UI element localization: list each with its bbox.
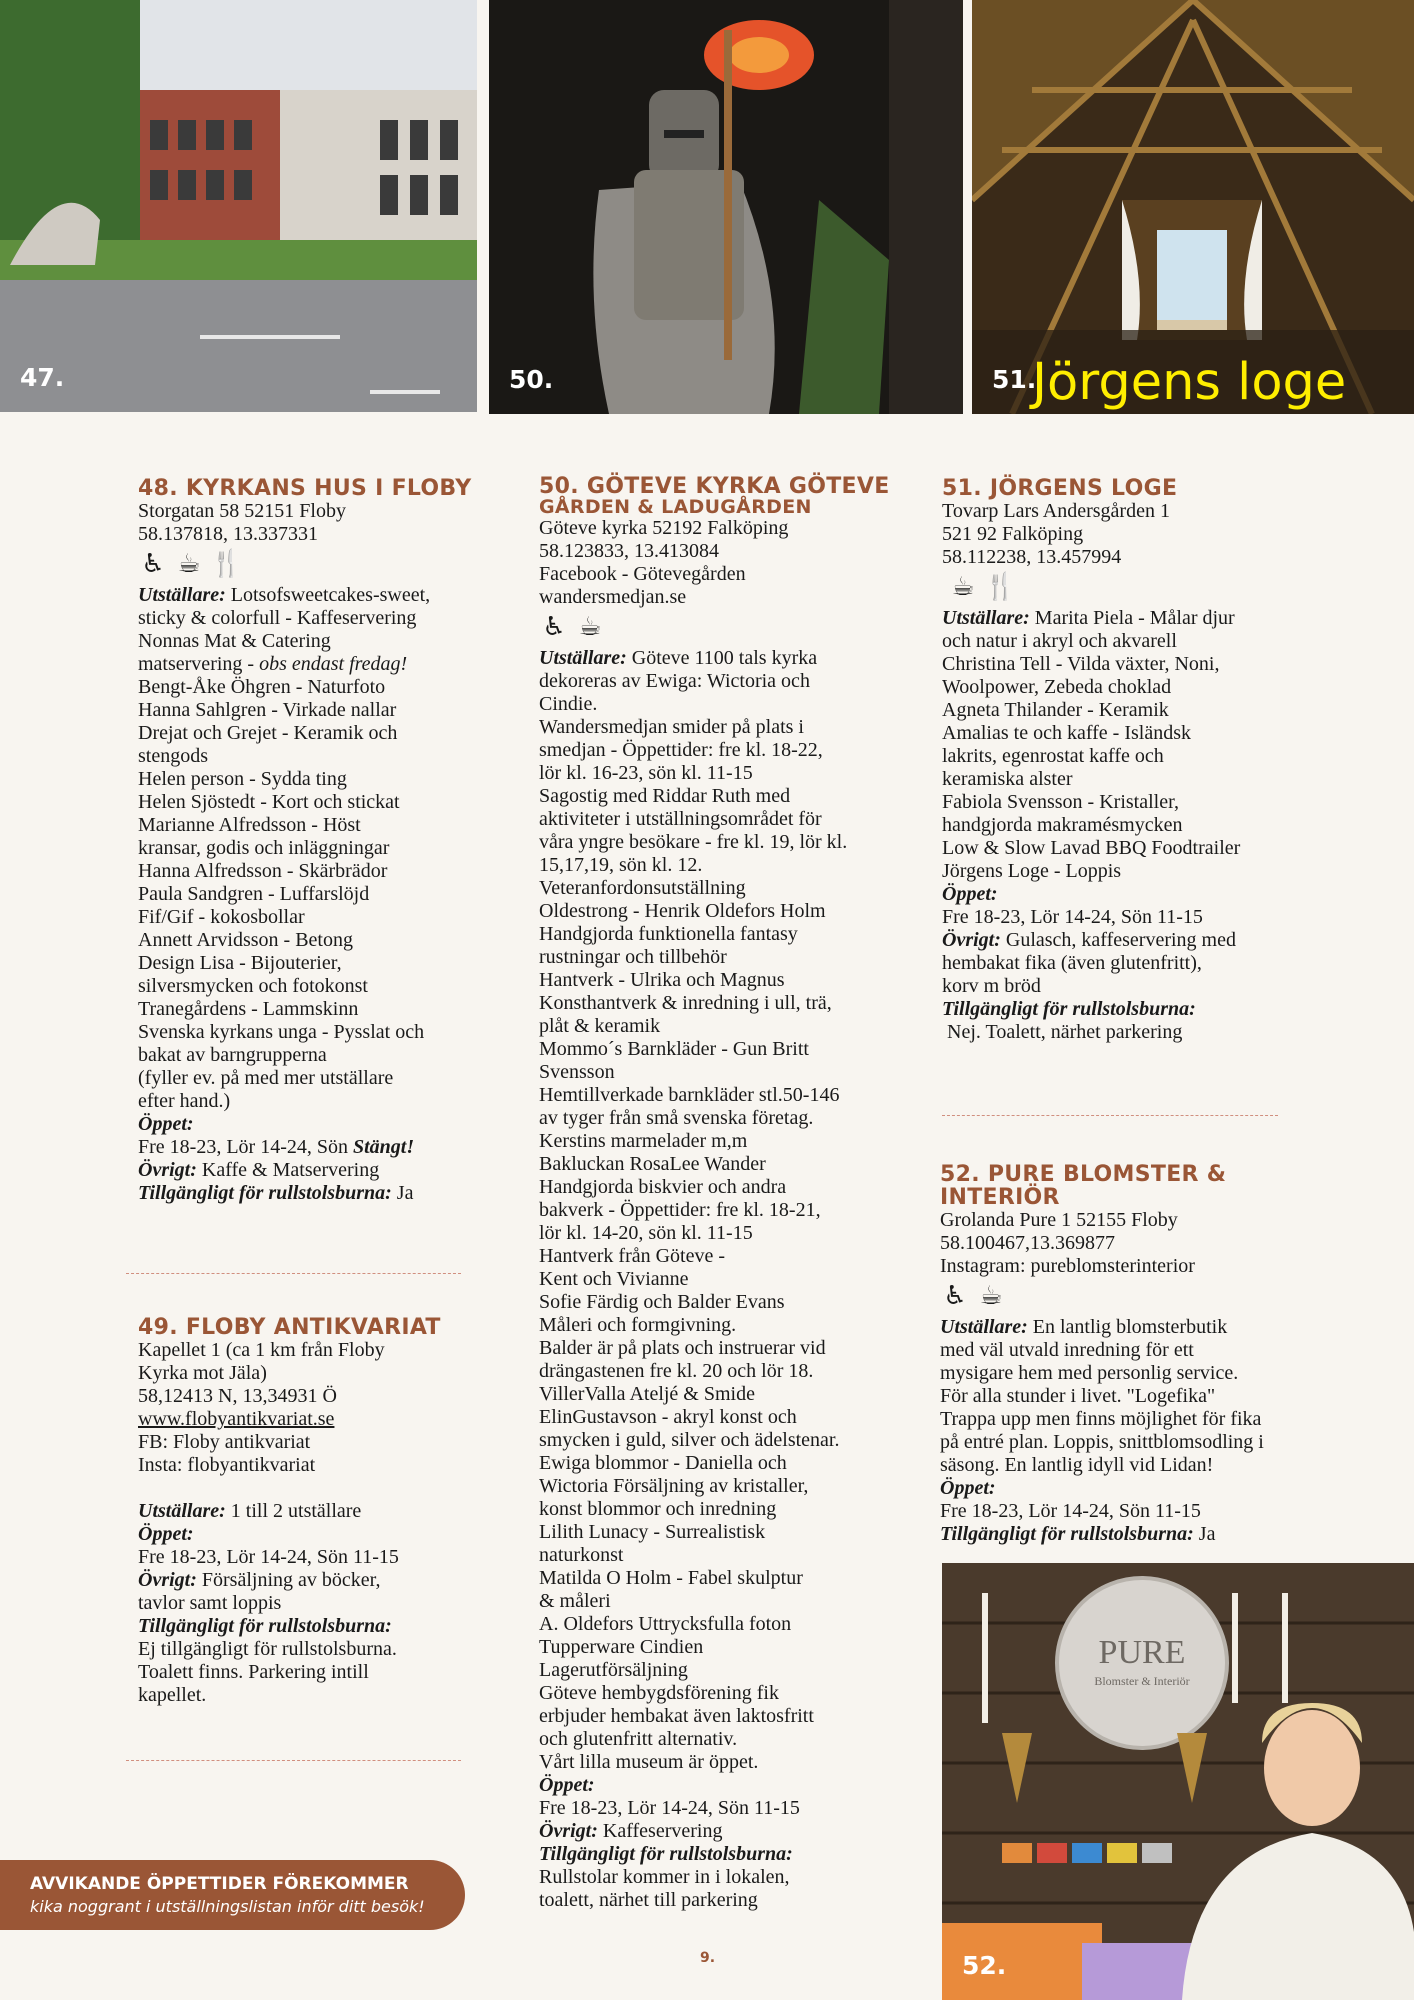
notice-subtitle: kika noggrant i utställningslistan inför ditt besök! [30,1897,425,1916]
exhibitor-line: Hantverk - Ulrika och Magnus [539,969,785,991]
address-line: Kyrka mot Jäla) [138,1362,267,1384]
exhibitor-line: Christina Tell - Vilda växter, Noni, [942,653,1220,675]
other-label: Övrigt: [539,1820,598,1842]
exhibitor-line: drängastenen fre kl. 20 och lör 18. [539,1360,814,1382]
exhibitor-line: och glutenfritt alternativ. [539,1728,738,1750]
exhibitor-text: Marita Piela - Målar djur [1034,607,1235,629]
photo-52-pure [942,1563,1414,2000]
exhibitor-line: VillerValla Ateljé & Smide [539,1383,755,1405]
exhibitor-line: mysigare hem med personlig service. [940,1362,1239,1384]
exhibitor-line: Drejat och Grejet - Keramik och [138,722,398,744]
exhibitor-line: Måleri och formgivning. [539,1314,737,1336]
coffee-icon: ☕ [578,611,602,642]
coordinates: 58.123833, 13.413084 [539,540,719,562]
notice-banner [0,1860,465,1930]
exhibitors-label: Utställare: [539,647,627,669]
photo-number: 47. [20,363,65,392]
exhibitor-line: Lilith Lunacy - Surrealistisk [539,1521,766,1543]
exhibitor-line: lör kl. 14-20, sön kl. 11-15 [539,1222,753,1244]
exhibitor-line: naturkonst [539,1544,624,1566]
exhibitor-line: Amalias te och kaffe - Isländsk [942,722,1191,744]
entry-50 [539,474,899,1912]
exhibitors-label: Utställare: [940,1316,1028,1338]
exhibitor-line: Svensson [539,1061,615,1083]
address-line: Tovarp Lars Andersgården 1 [942,500,1170,522]
exhibitors-label: Utställare: [138,584,226,606]
website-link[interactable]: www.flobyantikvariat.se [138,1408,335,1430]
other-label: Övrigt: [138,1569,197,1591]
coordinates: 58.137818, 13.337331 [138,523,318,545]
amenity-icons [539,611,899,643]
exhibitor-line: och natur i akryl och akvarell [942,630,1177,652]
exhibitor-line: Bakluckan RosaLee Wander [539,1153,766,1175]
exhibitor-line: Trappa upp men finns möjlighet för fika [940,1408,1262,1430]
exhibitor-line: keramiska alster [942,768,1073,790]
other-text: Kaffe & Matservering [201,1159,380,1181]
exhibitor-line: Design Lisa - Bijouterier, [138,952,342,974]
coffee-icon: ☕ [177,548,201,579]
exhibitor-line: på entré plan. Loppis, snittblomsodling i [940,1431,1264,1453]
exhibitor-line: säsong. En lantlig idyll vid Lidan! [940,1454,1214,1476]
exhibitor-line: konst blommor och inredning [539,1498,777,1520]
open-hours: Fre 18-23, Lör 14-24, Sön 11-15 [138,1546,399,1568]
section-divider [126,1760,461,1761]
access-label: Tillgängligt för rullstolsburna: [942,998,1196,1020]
notice-title: AVVIKANDE ÖPPETTIDER FÖREKOMMER [30,1874,409,1894]
other-line: korv m bröd [942,975,1041,997]
other-text: Gulasch, kaffeservering med [1005,929,1236,951]
social-line: Insta: flobyantikvariat [138,1454,316,1476]
exhibitor-line: Bengt-Åke Öhgren - Naturfoto [138,676,386,698]
open-label: Öppet: [138,1113,194,1135]
exhibitor-line: plåt & keramik [539,1015,661,1037]
exhibitor-line: (fyller ev. på med mer utställare [138,1067,394,1089]
address: Storgatan 58 52151 Floby [138,500,346,522]
exhibitor-line: Matilda O Holm - Fabel skulptur [539,1567,803,1589]
other-text: Kaffeservering [602,1820,723,1842]
exhibitor-line: Agneta Thilander - Keramik [942,699,1169,721]
wheelchair-icon: ♿ [141,548,165,579]
exhibitor-line: Konsthantverk & inredning i ull, trä, [539,992,832,1014]
amenity-icons [138,548,478,580]
other-label: Övrigt: [138,1159,197,1181]
exhibitor-line: Woolpower, Zebeda choklad [942,676,1172,698]
exhibitor-text: Göteve 1100 tals kyrka [631,647,818,669]
exhibitor-line: lakrits, egenrostat kaffe och [942,745,1164,767]
open-label: Öppet: [940,1477,996,1499]
access-line: Rullstolar kommer in i lokalen, [539,1866,790,1888]
exhibitor-text: En lantlig blomsterbutik [1032,1316,1228,1338]
section-divider [942,1115,1278,1116]
access-line: toalett, närhet till parkering [539,1889,758,1911]
open-label: Öppet: [942,883,998,905]
access-line: Toalett finns. Parkering intill [138,1661,369,1683]
website-line: wandersmedjan.se [539,586,687,608]
other-label: Övrigt: [942,929,1001,951]
exhibitor-line: erbjuder hembakat även laktosfritt [539,1705,814,1727]
entry-49 [138,1316,478,1707]
exhibitor-text: 1 till 2 utställare [230,1500,362,1522]
armor-figure-image [489,0,963,414]
wheelchair-icon: ♿ [943,1280,967,1311]
exhibitor-line: handgjorda makramésmycken [942,814,1183,836]
exhibitor-line: Vårt lilla museum är öppet. [539,1751,759,1773]
address-line: Kapellet 1 (ca 1 km från Floby [138,1339,385,1361]
exhibitor-line: Annett Arvidsson - Betong [138,929,353,951]
photo-51-jorgens-loge [972,0,1414,414]
access-label: Tillgängligt för rullstolsburna: [539,1843,793,1865]
exhibitor-line: Hanna Alfredsson - Skärbrädor [138,860,388,882]
exhibitor-line: Tranegårdens - Lammskinn [138,998,359,1020]
exhibitor-line: efter hand.) [138,1090,231,1112]
coffee-icon: ☕ [951,571,975,602]
shop-owner-image [942,1563,1414,2000]
open-hours: Fre 18-23, Lör 14-24, Sön 11-15 [539,1797,800,1819]
exhibitor-line: Svenska kyrkans unga - Pysslat och [138,1021,425,1043]
exhibitor-line: 15,17,19, sön kl. 12. [539,854,703,876]
access-label: Tillgängligt för rullstolsburna: [138,1182,392,1204]
address-line: 521 92 Falköping [942,523,1084,545]
exhibitor-line: stengods [138,745,208,767]
exhibitor-line: smycken i guld, silver och ädelstenar. [539,1429,840,1451]
exhibitor-line: Jörgens Loge - Loppis [942,860,1122,882]
exhibitor-line: bakat av barngrupperna [138,1044,327,1066]
exhibitor-line: lör kl. 16-23, sön kl. 11-15 [539,762,753,784]
exhibitor-line: Wictoria Försäljning av kristaller, [539,1475,809,1497]
photo-number: 52. [962,1951,1007,1980]
cutlery-icon: 🍴 [984,571,1017,602]
other-line: hembakat fika (även glutenfritt), [942,952,1202,974]
exhibitor-line: Hantverk från Göteve - [539,1245,726,1267]
photo-number: 50. [509,365,554,394]
exhibitor-line: våra yngre besökare - fre kl. 19, lör kl. [539,831,848,853]
coordinates: 58,12413 N, 13,34931 Ö [138,1385,337,1407]
exhibitor-line: A. Oldefors Uttrycksfulla foton [539,1613,792,1635]
amenity-icons [940,1280,1320,1312]
page-number: 9. [700,1950,716,1966]
exhibitor-line: dekoreras av Ewiga: Wictoria och [539,670,810,692]
access-text: Nej. Toalett, närhet parkering [942,1021,1183,1043]
exhibitor-line: Sofie Färdig och Balder Evans [539,1291,785,1313]
entry-title-line: GÅRDEN & LADUGÅRDEN [539,496,812,518]
open-hours: Fre 18-23, Lör 14-24, Sön 11-15 [940,1500,1201,1522]
exhibitor-line: Hanna Sahlgren - Virkade nallar [138,699,397,721]
address-line: Grolanda Pure 1 52155 Floby [940,1209,1178,1231]
exhibitors-label: Utställare: [138,1500,226,1522]
exhibitor-line: Nonnas Mat & Catering [138,630,331,652]
entry-title: 52. PURE BLOMSTER & INTERIÖR [940,1162,1227,1210]
exhibitor-line: Oldestrong - Henrik Oldefors Holm [539,900,826,922]
exhibitor-line: av tyger från små svenska företag. [539,1107,814,1129]
exhibitor-line: Cindie. [539,693,598,715]
exhibitor-line: Handgjorda funktionella fantasy [539,923,798,945]
address-line: Göteve kyrka 52192 Falköping [539,517,789,539]
coordinates: 58.100467,13.369877 [940,1232,1115,1254]
entry-51 [942,477,1302,1044]
barn-loft-image [972,0,1414,414]
sign-subtitle: Blomster & Interiör [1094,1674,1190,1688]
exhibitor-line: Balder är på plats och instruerar vid [539,1337,826,1359]
exhibitor-line: Hemtillverkade barnkläder stl.50-146 [539,1084,840,1106]
photo-47-kyrkans-hus [0,0,477,412]
cutlery-icon: 🍴 [210,548,243,579]
instagram-line: Instagram: pureblomsterinterior [940,1255,1195,1277]
section-divider [126,1273,461,1274]
photo-50-goteve [489,0,963,414]
entry-52 [940,1163,1320,1546]
exhibitor-line: med väl utvald inredning för ett [940,1339,1194,1361]
exhibitor-line: Lagerutförsäljning [539,1659,688,1681]
exhibitor-line: bakverk - Öppettider: fre kl. 18-21, [539,1199,821,1221]
exhibitor-line: Mommo´s Barnkläder - Gun Britt [539,1038,809,1060]
exhibitor-line: Helen person - Sydda ting [138,768,347,790]
access-label: Tillgängligt för rullstolsburna: [940,1523,1194,1545]
access-label: Tillgängligt för rullstolsburna: [138,1615,392,1637]
exhibitor-line: silversmycken och fotokonst [138,975,368,997]
access-line: kapellet. [138,1684,207,1706]
exhibitor-line: Veteranfordonsutställning [539,877,746,899]
entry-title: 49. FLOBY ANTIKVARIAT [138,1315,441,1340]
exhibitor-line: För alla stunder i livet. "Logefika" [940,1385,1216,1407]
exhibitor-line: Tupperware Cindien [539,1636,704,1658]
exhibitor-line: & måleri [539,1590,611,1612]
coordinates: 58.112238, 13.457994 [942,546,1122,568]
mat-note: obs endast fredag! [259,653,408,675]
coffee-icon: ☕ [979,1280,1003,1311]
exhibitors-label: Utställare: [942,607,1030,629]
exhibitor-line: Low & Slow Lavad BBQ Foodtrailer [942,837,1241,859]
photo-caption: Jörgens loge [1032,353,1347,412]
mat-prefix: matservering - [138,653,260,675]
access-text: Ja [1198,1523,1216,1545]
exhibitor-line: aktiviteter i utställningsområdet för [539,808,822,830]
open-label: Öppet: [138,1523,194,1545]
exhibitor-line: Kerstins marmelader m,m [539,1130,748,1152]
exhibitor-line: Kent och Vivianne [539,1268,689,1290]
exhibitor-line: Fif/Gif - kokosbollar [138,906,305,928]
open-label: Öppet: [539,1774,595,1796]
exhibitor-line: ElinGustavson - akryl konst och [539,1406,797,1428]
social-line: FB: Floby antikvariat [138,1431,311,1453]
exhibitor-line: Ewiga blommor - Daniella och [539,1452,787,1474]
exhibitor-line: Handgjorda biskvier och andra [539,1176,787,1198]
other-text: Försäljning av böcker, [201,1569,381,1591]
entry-title: 48. KYRKANS HUS I FLOBY [138,476,472,501]
entry-48 [138,477,478,1205]
open-hours: Fre 18-23, Lör 14-24, Sön [138,1136,353,1158]
exhibitor-line: Helen Sjöstedt - Kort och stickat [138,791,400,813]
exhibitor-line: smedjan - Öppettider: fre kl. 18-22, [539,739,823,761]
exhibitor-line: Wandersmedjan smider på plats i [539,716,804,738]
exhibitor-line: sticky & colorfull - Kaffeservering [138,607,417,629]
entry-title: 51. JÖRGENS LOGE [942,476,1178,501]
exhibitor-line: Paula Sandgren - Luffarslöjd [138,883,370,905]
amenity-icons [942,571,1302,603]
exhibitor-text: Lotsofsweetcakes-sweet, [230,584,431,606]
other-line: tavlor samt loppis [138,1592,282,1614]
photo-number: 51. [992,365,1037,394]
exhibitor-line: kransar, godis och inläggningar [138,837,390,859]
closed-note: Stängt! [352,1136,415,1158]
exhibitor-line: rustningar och tillbehör [539,946,727,968]
building-street-image [0,0,477,412]
access-line: Ej tillgängligt för rullstolsburna. [138,1638,397,1660]
exhibitor-line: Göteve hembygdsförening fik [539,1682,779,1704]
entry-title-line: 50. GÖTEVE KYRKA GÖTEVE [539,474,890,499]
sign-title: PURE [1098,1634,1186,1671]
access-text: Ja [396,1182,414,1204]
facebook-line: Facebook - Götevegården [539,563,746,585]
exhibitor-line: Fabiola Svensson - Kristaller, [942,791,1179,813]
wheelchair-icon: ♿ [542,611,566,642]
exhibitor-line: Marianne Alfredsson - Höst [138,814,361,836]
exhibitor-line: Sagostig med Riddar Ruth med [539,785,791,807]
open-hours: Fre 18-23, Lör 14-24, Sön 11-15 [942,906,1203,928]
